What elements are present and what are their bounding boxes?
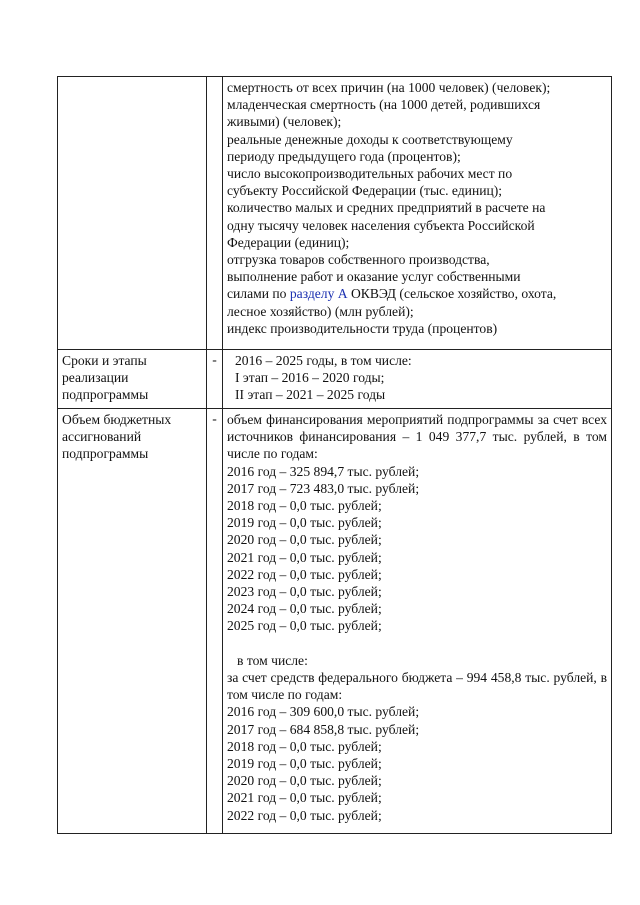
table-row — [58, 409, 612, 834]
budget-year-line: 2024 год – 0,0 тыс. рублей; — [227, 601, 382, 617]
indicators-lines-b — [227, 303, 607, 337]
row-label: Сроки и этапы реализации подпрограммы — [58, 350, 207, 409]
term-line: 2016 – 2025 годы, в том числе: — [235, 353, 412, 368]
budget-subheading: в том числе: — [237, 652, 308, 668]
budget-year-line: 2025 год – 0,0 тыс. рублей; — [227, 618, 382, 634]
indicator-line: количество малых и средних предприятий в расчете на — [227, 200, 546, 216]
term-line: I этап – 2016 – 2020 годы; — [235, 370, 385, 386]
okved-section-a-link[interactable]: разделу А — [289, 286, 348, 302]
indicator-line: лесное хозяйство) (млн рублей); — [227, 303, 414, 319]
indicators-lines-a — [227, 79, 607, 285]
indicator-line: отгрузка товаров собственного производства, — [227, 252, 490, 268]
federal-year-line: 2019 год – 0,0 тыс. рублей; — [227, 756, 382, 772]
table-row — [58, 350, 612, 409]
federal-year-line: 2022 год – 0,0 тыс. рублей; — [227, 807, 382, 823]
indicator-line — [227, 285, 607, 302]
budget-total-paragraph: объем финансирования мероприятий подпрограммы за счет всех источников финансирования – 1 049 377,7 тыс. рублей, в том числе по годам: — [227, 412, 607, 462]
row-dash: - — [207, 350, 223, 409]
subprogram-passport-table — [57, 76, 612, 834]
budget-years-list — [227, 463, 607, 635]
budget-year-line: 2020 год – 0,0 тыс. рублей; — [227, 532, 382, 548]
budget-year-line: 2017 год – 723 483,0 тыс. рублей; — [227, 480, 420, 496]
indicator-line: индекс производительности труда (процентов) — [227, 320, 498, 336]
indicator-line: младенческая смертность (на 1000 детей, родившихся — [227, 97, 541, 113]
budget-year-line: 2023 год – 0,0 тыс. рублей; — [227, 584, 382, 600]
indicator-line: смертность от всех причин (на 1000 человек) (человек); — [227, 80, 551, 95]
row-label: Объем бюджетных ассигнований подпрограммы — [58, 409, 207, 834]
spacer — [227, 635, 607, 652]
text-fragment: ОКВЭД (сельское хозяйство, охота, — [347, 286, 557, 302]
budget-year-line: 2021 год – 0,0 тыс. рублей; — [227, 549, 382, 565]
indicator-line: живыми) (человек); — [227, 114, 342, 130]
terms-cell — [223, 350, 612, 409]
budget-year-line: 2018 год – 0,0 тыс. рублей; — [227, 498, 382, 514]
table-row — [58, 77, 612, 350]
row-dash: - — [207, 409, 223, 834]
indicators-cell — [223, 77, 612, 350]
indicator-line: число высокопроизводительных рабочих мест по — [227, 166, 513, 182]
row-dash — [207, 77, 223, 350]
budget-year-line: 2022 год – 0,0 тыс. рублей; — [227, 566, 382, 582]
federal-year-line: 2016 год – 309 600,0 тыс. рублей; — [227, 704, 420, 720]
budget-year-line: 2016 год – 325 894,7 тыс. рублей; — [227, 463, 420, 479]
indicator-line: субъекту Российской Федерации (тыс. единиц); — [227, 183, 503, 199]
indicator-line: реальные денежные доходы к соответствующему — [227, 131, 513, 147]
federal-year-line: 2020 год – 0,0 тыс. рублей; — [227, 773, 382, 789]
indicator-line: выполнение работ и оказание услуг собственными — [227, 269, 521, 285]
text-fragment: силами по — [227, 286, 290, 302]
federal-budget-paragraph: за счет средств федерального бюджета – 994 458,8 тыс. рублей, в том числе по годам: — [227, 670, 607, 703]
budget-cell — [223, 409, 612, 834]
federal-year-line: 2017 год – 684 858,8 тыс. рублей; — [227, 721, 420, 737]
term-line: II этап – 2021 – 2025 годы — [235, 387, 386, 403]
row-label — [58, 77, 207, 350]
federal-years-list — [227, 703, 607, 823]
indicator-line: периоду предыдущего года (процентов); — [227, 148, 461, 164]
federal-year-line: 2021 год – 0,0 тыс. рублей; — [227, 790, 382, 806]
indicator-line: одну тысячу человек населения субъекта Российской — [227, 217, 535, 233]
budget-year-line: 2019 год – 0,0 тыс. рублей; — [227, 515, 382, 531]
indicator-line: Федерации (единиц); — [227, 234, 350, 250]
federal-year-line: 2018 год – 0,0 тыс. рублей; — [227, 738, 382, 754]
